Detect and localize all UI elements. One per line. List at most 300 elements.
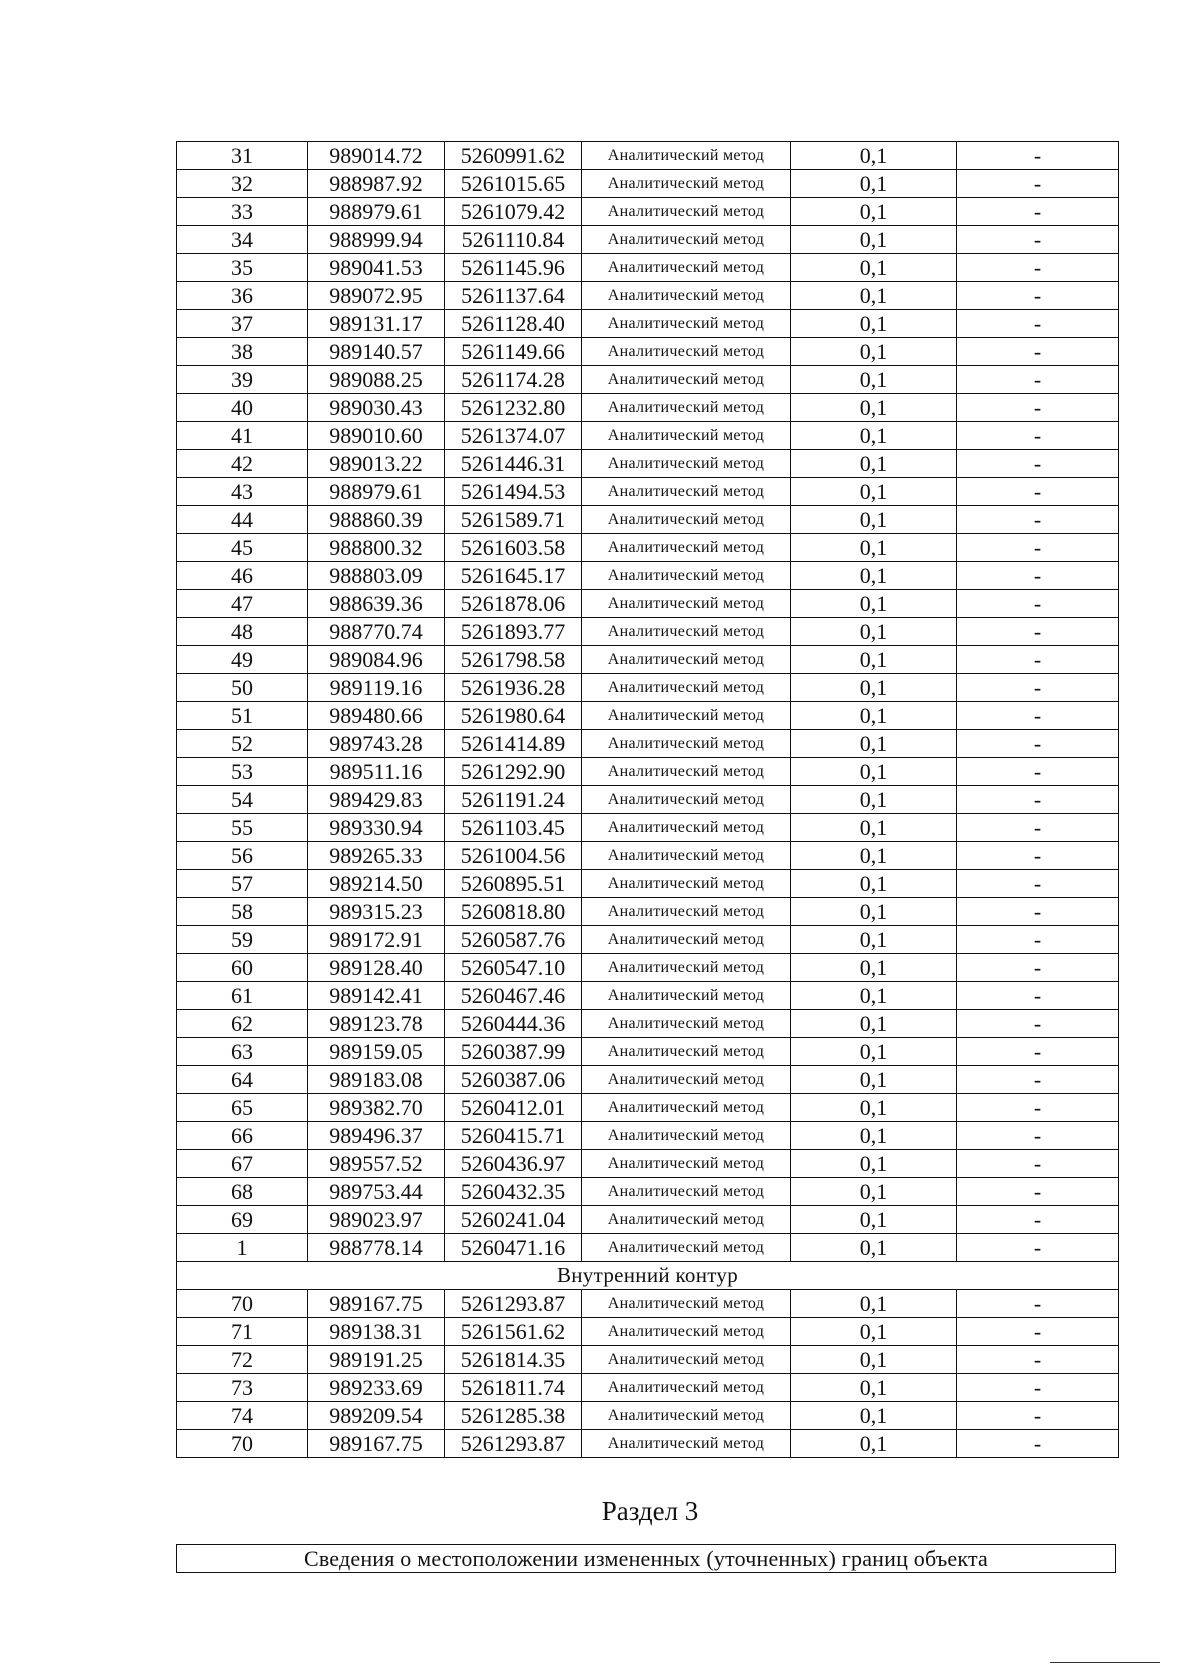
y-coordinate-cell: 5261798.58 bbox=[445, 646, 582, 674]
description-cell: - bbox=[957, 870, 1119, 898]
point-number-cell: 39 bbox=[177, 366, 308, 394]
x-coordinate-cell: 988639.36 bbox=[308, 590, 445, 618]
point-number-cell: 62 bbox=[177, 1010, 308, 1038]
accuracy-cell: 0,1 bbox=[791, 646, 957, 674]
accuracy-cell: 0,1 bbox=[791, 1234, 957, 1262]
y-coordinate-cell: 5261015.65 bbox=[445, 170, 582, 198]
point-number-cell: 48 bbox=[177, 618, 308, 646]
accuracy-cell: 0,1 bbox=[791, 898, 957, 926]
method-cell: Аналитический метод bbox=[582, 1206, 791, 1234]
table-row bbox=[177, 954, 1119, 982]
y-coordinate-cell: 5261446.31 bbox=[445, 450, 582, 478]
accuracy-cell: 0,1 bbox=[791, 618, 957, 646]
table-row bbox=[177, 646, 1119, 674]
x-coordinate-cell: 989128.40 bbox=[308, 954, 445, 982]
method-cell: Аналитический метод bbox=[582, 1402, 791, 1430]
accuracy-cell: 0,1 bbox=[791, 198, 957, 226]
table-row bbox=[177, 338, 1119, 366]
y-coordinate-cell: 5261980.64 bbox=[445, 702, 582, 730]
table-row bbox=[177, 422, 1119, 450]
x-coordinate-cell: 988803.09 bbox=[308, 562, 445, 590]
x-coordinate-cell: 988987.92 bbox=[308, 170, 445, 198]
point-number-cell: 51 bbox=[177, 702, 308, 730]
description-cell: - bbox=[957, 786, 1119, 814]
y-coordinate-cell: 5260432.35 bbox=[445, 1178, 582, 1206]
table-row bbox=[177, 1402, 1119, 1430]
y-coordinate-cell: 5261603.58 bbox=[445, 534, 582, 562]
point-number-cell: 56 bbox=[177, 842, 308, 870]
point-number-cell: 68 bbox=[177, 1178, 308, 1206]
table-row bbox=[177, 842, 1119, 870]
accuracy-cell: 0,1 bbox=[791, 450, 957, 478]
point-number-cell: 65 bbox=[177, 1094, 308, 1122]
y-coordinate-cell: 5261561.62 bbox=[445, 1318, 582, 1346]
y-coordinate-cell: 5261004.56 bbox=[445, 842, 582, 870]
method-cell: Аналитический метод bbox=[582, 926, 791, 954]
description-cell: - bbox=[957, 982, 1119, 1010]
description-cell: - bbox=[957, 394, 1119, 422]
method-cell: Аналитический метод bbox=[582, 1038, 791, 1066]
corner-line bbox=[1050, 1662, 1160, 1663]
point-number-cell: 70 bbox=[177, 1290, 308, 1318]
accuracy-cell: 0,1 bbox=[791, 1066, 957, 1094]
accuracy-cell: 0,1 bbox=[791, 366, 957, 394]
description-cell: - bbox=[957, 534, 1119, 562]
y-coordinate-cell: 5261285.38 bbox=[445, 1402, 582, 1430]
point-number-cell: 52 bbox=[177, 730, 308, 758]
table-row bbox=[177, 1178, 1119, 1206]
method-cell: Аналитический метод bbox=[582, 1122, 791, 1150]
accuracy-cell: 0,1 bbox=[791, 226, 957, 254]
method-cell: Аналитический метод bbox=[582, 170, 791, 198]
point-number-cell: 46 bbox=[177, 562, 308, 590]
point-number-cell: 73 bbox=[177, 1374, 308, 1402]
point-number-cell: 38 bbox=[177, 338, 308, 366]
section-row-label: Внутренний контур bbox=[177, 1262, 1119, 1290]
point-number-cell: 72 bbox=[177, 1346, 308, 1374]
accuracy-cell: 0,1 bbox=[791, 926, 957, 954]
method-cell: Аналитический метод bbox=[582, 282, 791, 310]
x-coordinate-cell: 989014.72 bbox=[308, 142, 445, 170]
x-coordinate-cell: 988999.94 bbox=[308, 226, 445, 254]
description-cell: - bbox=[957, 1010, 1119, 1038]
x-coordinate-cell: 989041.53 bbox=[308, 254, 445, 282]
description-cell: - bbox=[957, 142, 1119, 170]
point-number-cell: 64 bbox=[177, 1066, 308, 1094]
y-coordinate-cell: 5260444.36 bbox=[445, 1010, 582, 1038]
y-coordinate-cell: 5260415.71 bbox=[445, 1122, 582, 1150]
x-coordinate-cell: 989191.25 bbox=[308, 1346, 445, 1374]
x-coordinate-cell: 989010.60 bbox=[308, 422, 445, 450]
table-row bbox=[177, 674, 1119, 702]
description-cell: - bbox=[957, 310, 1119, 338]
accuracy-cell: 0,1 bbox=[791, 282, 957, 310]
method-cell: Аналитический метод bbox=[582, 1318, 791, 1346]
description-cell: - bbox=[957, 450, 1119, 478]
x-coordinate-cell: 989072.95 bbox=[308, 282, 445, 310]
y-coordinate-cell: 5261293.87 bbox=[445, 1430, 582, 1458]
method-cell: Аналитический метод bbox=[582, 814, 791, 842]
y-coordinate-cell: 5260818.80 bbox=[445, 898, 582, 926]
y-coordinate-cell: 5261145.96 bbox=[445, 254, 582, 282]
y-coordinate-cell: 5261494.53 bbox=[445, 478, 582, 506]
accuracy-cell: 0,1 bbox=[791, 1150, 957, 1178]
point-number-cell: 32 bbox=[177, 170, 308, 198]
description-cell: - bbox=[957, 954, 1119, 982]
table-row bbox=[177, 1094, 1119, 1122]
y-coordinate-cell: 5261149.66 bbox=[445, 338, 582, 366]
point-number-cell: 36 bbox=[177, 282, 308, 310]
x-coordinate-cell: 988979.61 bbox=[308, 198, 445, 226]
table-row bbox=[177, 366, 1119, 394]
accuracy-cell: 0,1 bbox=[791, 1402, 957, 1430]
table-row bbox=[177, 898, 1119, 926]
description-cell: - bbox=[957, 1150, 1119, 1178]
x-coordinate-cell: 989088.25 bbox=[308, 366, 445, 394]
description-cell: - bbox=[957, 562, 1119, 590]
accuracy-cell: 0,1 bbox=[791, 1178, 957, 1206]
x-coordinate-cell: 989142.41 bbox=[308, 982, 445, 1010]
method-cell: Аналитический метод bbox=[582, 674, 791, 702]
y-coordinate-cell: 5261814.35 bbox=[445, 1346, 582, 1374]
method-cell: Аналитический метод bbox=[582, 254, 791, 282]
description-cell: - bbox=[957, 730, 1119, 758]
method-cell: Аналитический метод bbox=[582, 226, 791, 254]
table-row bbox=[177, 254, 1119, 282]
description-cell: - bbox=[957, 702, 1119, 730]
point-number-cell: 53 bbox=[177, 758, 308, 786]
x-coordinate-cell: 988979.61 bbox=[308, 478, 445, 506]
method-cell: Аналитический метод bbox=[582, 338, 791, 366]
accuracy-cell: 0,1 bbox=[791, 1430, 957, 1458]
x-coordinate-cell: 989119.16 bbox=[308, 674, 445, 702]
y-coordinate-cell: 5261414.89 bbox=[445, 730, 582, 758]
method-cell: Аналитический метод bbox=[582, 506, 791, 534]
accuracy-cell: 0,1 bbox=[791, 170, 957, 198]
accuracy-cell: 0,1 bbox=[791, 1206, 957, 1234]
table-row bbox=[177, 1122, 1119, 1150]
y-coordinate-cell: 5260895.51 bbox=[445, 870, 582, 898]
table-row bbox=[177, 450, 1119, 478]
y-coordinate-cell: 5261128.40 bbox=[445, 310, 582, 338]
method-cell: Аналитический метод bbox=[582, 1374, 791, 1402]
point-number-cell: 42 bbox=[177, 450, 308, 478]
y-coordinate-cell: 5261293.87 bbox=[445, 1290, 582, 1318]
table-row bbox=[177, 1290, 1119, 1318]
table-row bbox=[177, 758, 1119, 786]
table-row bbox=[177, 618, 1119, 646]
method-cell: Аналитический метод bbox=[582, 142, 791, 170]
accuracy-cell: 0,1 bbox=[791, 478, 957, 506]
table-row bbox=[177, 814, 1119, 842]
y-coordinate-cell: 5260547.10 bbox=[445, 954, 582, 982]
x-coordinate-cell: 989140.57 bbox=[308, 338, 445, 366]
accuracy-cell: 0,1 bbox=[791, 310, 957, 338]
x-coordinate-cell: 989382.70 bbox=[308, 1094, 445, 1122]
table-row bbox=[177, 226, 1119, 254]
accuracy-cell: 0,1 bbox=[791, 954, 957, 982]
table-row bbox=[177, 702, 1119, 730]
method-cell: Аналитический метод bbox=[582, 310, 791, 338]
x-coordinate-cell: 989209.54 bbox=[308, 1402, 445, 1430]
y-coordinate-cell: 5261110.84 bbox=[445, 226, 582, 254]
description-cell: - bbox=[957, 198, 1119, 226]
method-cell: Аналитический метод bbox=[582, 422, 791, 450]
x-coordinate-cell: 988778.14 bbox=[308, 1234, 445, 1262]
description-cell: - bbox=[957, 646, 1119, 674]
x-coordinate-cell: 988860.39 bbox=[308, 506, 445, 534]
description-cell: - bbox=[957, 282, 1119, 310]
description-cell: - bbox=[957, 842, 1119, 870]
y-coordinate-cell: 5261191.24 bbox=[445, 786, 582, 814]
table-row bbox=[177, 786, 1119, 814]
table-row bbox=[177, 506, 1119, 534]
y-coordinate-cell: 5261878.06 bbox=[445, 590, 582, 618]
table-row bbox=[177, 590, 1119, 618]
method-cell: Аналитический метод bbox=[582, 1290, 791, 1318]
description-cell: - bbox=[957, 254, 1119, 282]
point-number-cell: 69 bbox=[177, 1206, 308, 1234]
description-cell: - bbox=[957, 1346, 1119, 1374]
accuracy-cell: 0,1 bbox=[791, 254, 957, 282]
x-coordinate-cell: 989315.23 bbox=[308, 898, 445, 926]
table-row bbox=[177, 310, 1119, 338]
table-row bbox=[177, 982, 1119, 1010]
method-cell: Аналитический метод bbox=[582, 366, 791, 394]
description-cell: - bbox=[957, 366, 1119, 394]
y-coordinate-cell: 5261103.45 bbox=[445, 814, 582, 842]
accuracy-cell: 0,1 bbox=[791, 786, 957, 814]
point-number-cell: 1 bbox=[177, 1234, 308, 1262]
x-coordinate-cell: 988770.74 bbox=[308, 618, 445, 646]
point-number-cell: 63 bbox=[177, 1038, 308, 1066]
method-cell: Аналитический метод bbox=[582, 730, 791, 758]
point-number-cell: 54 bbox=[177, 786, 308, 814]
section-title: Раздел 3 bbox=[601, 1496, 699, 1526]
method-cell: Аналитический метод bbox=[582, 1234, 791, 1262]
x-coordinate-cell: 989172.91 bbox=[308, 926, 445, 954]
description-cell: - bbox=[957, 338, 1119, 366]
description-cell: - bbox=[957, 1122, 1119, 1150]
accuracy-cell: 0,1 bbox=[791, 982, 957, 1010]
description-cell: - bbox=[957, 590, 1119, 618]
x-coordinate-cell: 988800.32 bbox=[308, 534, 445, 562]
table-row bbox=[177, 478, 1119, 506]
description-cell: - bbox=[957, 1374, 1119, 1402]
table-row bbox=[177, 926, 1119, 954]
accuracy-cell: 0,1 bbox=[791, 1374, 957, 1402]
x-coordinate-cell: 989084.96 bbox=[308, 646, 445, 674]
method-cell: Аналитический метод bbox=[582, 1066, 791, 1094]
accuracy-cell: 0,1 bbox=[791, 1290, 957, 1318]
coordinates-table bbox=[176, 141, 1119, 1458]
accuracy-cell: 0,1 bbox=[791, 1122, 957, 1150]
description-cell: - bbox=[957, 674, 1119, 702]
method-cell: Аналитический метод bbox=[582, 1010, 791, 1038]
x-coordinate-cell: 989753.44 bbox=[308, 1178, 445, 1206]
table-row bbox=[177, 282, 1119, 310]
accuracy-cell: 0,1 bbox=[791, 842, 957, 870]
y-coordinate-cell: 5261893.77 bbox=[445, 618, 582, 646]
description-cell: - bbox=[957, 1038, 1119, 1066]
method-cell: Аналитический метод bbox=[582, 562, 791, 590]
point-number-cell: 61 bbox=[177, 982, 308, 1010]
y-coordinate-cell: 5261174.28 bbox=[445, 366, 582, 394]
y-coordinate-cell: 5260587.76 bbox=[445, 926, 582, 954]
point-number-cell: 60 bbox=[177, 954, 308, 982]
method-cell: Аналитический метод bbox=[582, 534, 791, 562]
point-number-cell: 41 bbox=[177, 422, 308, 450]
method-cell: Аналитический метод bbox=[582, 590, 791, 618]
table-row bbox=[177, 1346, 1119, 1374]
y-coordinate-cell: 5261589.71 bbox=[445, 506, 582, 534]
table-row bbox=[177, 562, 1119, 590]
y-coordinate-cell: 5260467.46 bbox=[445, 982, 582, 1010]
description-cell: - bbox=[957, 226, 1119, 254]
method-cell: Аналитический метод bbox=[582, 786, 791, 814]
accuracy-cell: 0,1 bbox=[791, 562, 957, 590]
section-info-box: Сведения о местоположении измененных (уточненных) границ объекта bbox=[176, 1544, 1116, 1573]
method-cell: Аналитический метод bbox=[582, 1430, 791, 1458]
x-coordinate-cell: 989233.69 bbox=[308, 1374, 445, 1402]
point-number-cell: 44 bbox=[177, 506, 308, 534]
point-number-cell: 66 bbox=[177, 1122, 308, 1150]
x-coordinate-cell: 989557.52 bbox=[308, 1150, 445, 1178]
table-row bbox=[177, 1010, 1119, 1038]
point-number-cell: 50 bbox=[177, 674, 308, 702]
method-cell: Аналитический метод bbox=[582, 1346, 791, 1374]
point-number-cell: 31 bbox=[177, 142, 308, 170]
x-coordinate-cell: 989167.75 bbox=[308, 1430, 445, 1458]
accuracy-cell: 0,1 bbox=[791, 814, 957, 842]
table-row bbox=[177, 870, 1119, 898]
x-coordinate-cell: 989167.75 bbox=[308, 1290, 445, 1318]
table-row bbox=[177, 1206, 1119, 1234]
method-cell: Аналитический метод bbox=[582, 618, 791, 646]
method-cell: Аналитический метод bbox=[582, 1094, 791, 1122]
accuracy-cell: 0,1 bbox=[791, 1346, 957, 1374]
table-row bbox=[177, 142, 1119, 170]
accuracy-cell: 0,1 bbox=[791, 1094, 957, 1122]
point-number-cell: 57 bbox=[177, 870, 308, 898]
point-number-cell: 71 bbox=[177, 1318, 308, 1346]
description-cell: - bbox=[957, 898, 1119, 926]
y-coordinate-cell: 5261645.17 bbox=[445, 562, 582, 590]
method-cell: Аналитический метод bbox=[582, 758, 791, 786]
method-cell: Аналитический метод bbox=[582, 870, 791, 898]
accuracy-cell: 0,1 bbox=[791, 730, 957, 758]
x-coordinate-cell: 989123.78 bbox=[308, 1010, 445, 1038]
point-number-cell: 59 bbox=[177, 926, 308, 954]
y-coordinate-cell: 5260436.97 bbox=[445, 1150, 582, 1178]
x-coordinate-cell: 989183.08 bbox=[308, 1066, 445, 1094]
description-cell: - bbox=[957, 1178, 1119, 1206]
table-row bbox=[177, 1038, 1119, 1066]
point-number-cell: 43 bbox=[177, 478, 308, 506]
method-cell: Аналитический метод bbox=[582, 450, 791, 478]
method-cell: Аналитический метод bbox=[582, 702, 791, 730]
description-cell: - bbox=[957, 618, 1119, 646]
description-cell: - bbox=[957, 1430, 1119, 1458]
x-coordinate-cell: 989429.83 bbox=[308, 786, 445, 814]
x-coordinate-cell: 989480.66 bbox=[308, 702, 445, 730]
y-coordinate-cell: 5260412.01 bbox=[445, 1094, 582, 1122]
y-coordinate-cell: 5260387.99 bbox=[445, 1038, 582, 1066]
accuracy-cell: 0,1 bbox=[791, 1318, 957, 1346]
description-cell: - bbox=[957, 422, 1119, 450]
point-number-cell: 67 bbox=[177, 1150, 308, 1178]
y-coordinate-cell: 5260241.04 bbox=[445, 1206, 582, 1234]
accuracy-cell: 0,1 bbox=[791, 142, 957, 170]
x-coordinate-cell: 989511.16 bbox=[308, 758, 445, 786]
description-cell: - bbox=[957, 1402, 1119, 1430]
description-cell: - bbox=[957, 1206, 1119, 1234]
x-coordinate-cell: 989743.28 bbox=[308, 730, 445, 758]
description-cell: - bbox=[957, 1234, 1119, 1262]
point-number-cell: 58 bbox=[177, 898, 308, 926]
x-coordinate-cell: 989023.97 bbox=[308, 1206, 445, 1234]
table-row bbox=[177, 170, 1119, 198]
x-coordinate-cell: 989131.17 bbox=[308, 310, 445, 338]
method-cell: Аналитический метод bbox=[582, 842, 791, 870]
description-cell: - bbox=[957, 1094, 1119, 1122]
x-coordinate-cell: 989330.94 bbox=[308, 814, 445, 842]
accuracy-cell: 0,1 bbox=[791, 702, 957, 730]
table-row bbox=[177, 1374, 1119, 1402]
point-number-cell: 49 bbox=[177, 646, 308, 674]
y-coordinate-cell: 5260387.06 bbox=[445, 1066, 582, 1094]
point-number-cell: 40 bbox=[177, 394, 308, 422]
point-number-cell: 34 bbox=[177, 226, 308, 254]
point-number-cell: 47 bbox=[177, 590, 308, 618]
y-coordinate-cell: 5261292.90 bbox=[445, 758, 582, 786]
point-number-cell: 70 bbox=[177, 1430, 308, 1458]
description-cell: - bbox=[957, 1066, 1119, 1094]
y-coordinate-cell: 5261137.64 bbox=[445, 282, 582, 310]
description-cell: - bbox=[957, 1290, 1119, 1318]
method-cell: Аналитический метод bbox=[582, 394, 791, 422]
description-cell: - bbox=[957, 506, 1119, 534]
table-row bbox=[177, 1234, 1119, 1262]
x-coordinate-cell: 989030.43 bbox=[308, 394, 445, 422]
point-number-cell: 74 bbox=[177, 1402, 308, 1430]
x-coordinate-cell: 989013.22 bbox=[308, 450, 445, 478]
x-coordinate-cell: 989214.50 bbox=[308, 870, 445, 898]
method-cell: Аналитический метод bbox=[582, 198, 791, 226]
accuracy-cell: 0,1 bbox=[791, 338, 957, 366]
accuracy-cell: 0,1 bbox=[791, 590, 957, 618]
y-coordinate-cell: 5260471.16 bbox=[445, 1234, 582, 1262]
table-row bbox=[177, 534, 1119, 562]
accuracy-cell: 0,1 bbox=[791, 1038, 957, 1066]
description-cell: - bbox=[957, 758, 1119, 786]
point-number-cell: 55 bbox=[177, 814, 308, 842]
accuracy-cell: 0,1 bbox=[791, 870, 957, 898]
description-cell: - bbox=[957, 814, 1119, 842]
y-coordinate-cell: 5260991.62 bbox=[445, 142, 582, 170]
method-cell: Аналитический метод bbox=[582, 478, 791, 506]
table-row bbox=[177, 1066, 1119, 1094]
accuracy-cell: 0,1 bbox=[791, 1010, 957, 1038]
description-cell: - bbox=[957, 926, 1119, 954]
x-coordinate-cell: 989138.31 bbox=[308, 1318, 445, 1346]
point-number-cell: 37 bbox=[177, 310, 308, 338]
method-cell: Аналитический метод bbox=[582, 898, 791, 926]
description-cell: - bbox=[957, 1318, 1119, 1346]
table-row bbox=[177, 1318, 1119, 1346]
x-coordinate-cell: 989265.33 bbox=[308, 842, 445, 870]
accuracy-cell: 0,1 bbox=[791, 758, 957, 786]
